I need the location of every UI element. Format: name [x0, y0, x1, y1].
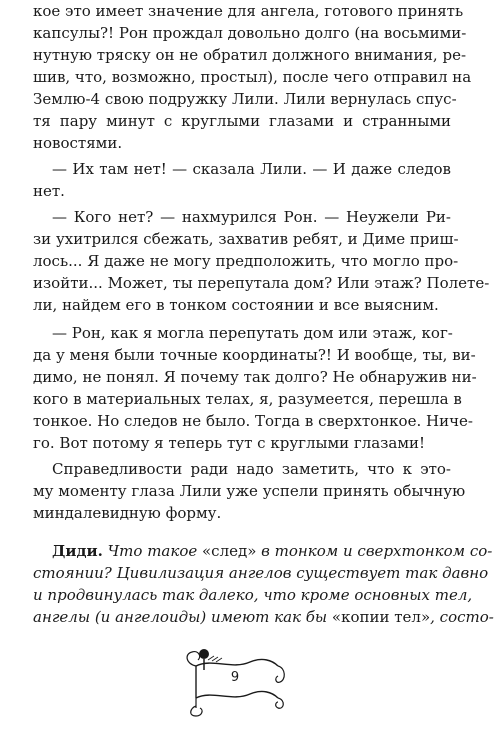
page-number-banner — [182, 646, 288, 718]
dialog-line: — Кого нет? — нахмурился Рон. — Неужели Ри- — [52, 208, 451, 226]
text-line: Землю-4 свою подружку Лили. Лили вернулась спус- — [33, 90, 457, 108]
text-line: шив, что, возможно, простыл), после чего отправил на — [33, 68, 472, 86]
text-line: му моменту глаза Лили уже успели принять обычную — [33, 482, 466, 500]
comment-line: ангелы (и ангелоиды) имеют как бы «копии тел», состо- — [33, 608, 494, 626]
text-line: ли, найдем его в тонком состоянии и все выясним. — [33, 296, 439, 314]
page-number: 9 — [230, 670, 240, 685]
text-line: димо, не понял. Я почему так долго? Не обнаружив ни- — [33, 368, 477, 386]
text-line: нутную тряску он не обратил должного внимания, ре- — [33, 46, 467, 64]
text-line: миндалевидную форму. — [33, 504, 222, 522]
text-line: изойти... Может, ты перепутала дом? Или этаж? Полете- — [33, 274, 490, 292]
text-line: нет. — [33, 182, 65, 200]
paragraph-line: Справедливости ради надо заметить, что к это- — [52, 460, 451, 478]
text-line: тя пару минут с круглыми глазами и странными — [33, 112, 451, 130]
text-line: новостями. — [33, 134, 123, 152]
text-line: го. Вот потому я теперь тут с круглыми глазами! — [33, 434, 426, 452]
dialog-line: — Рон, как я могла перепутать дом или этаж, ког- — [52, 324, 453, 342]
comment-line: Диди. Что такое «след» в тонком и сверхтонком со- — [52, 542, 493, 560]
dialog-line: — Их там нет! — сказала Лили. — И даже следов — [52, 160, 451, 178]
text-line: кого в материальных телах, я, разумеется, перешла в — [33, 390, 462, 408]
text-line: капсулы?! Рон прождал довольно долго (на восьмими- — [33, 24, 467, 42]
text-line: тонкое. Но следов не было. Тогда в сверхтонкое. Ниче- — [33, 412, 473, 430]
comment-line: стоянии? Цивилизация ангелов существует так давно — [33, 564, 489, 582]
text-line: кое это имеет значение для ангела, готового принять — [33, 2, 464, 20]
text-line: зи ухитрился сбежать, захватив ребят, и Диме приш- — [33, 230, 459, 248]
comment-line: и продвинулась так далеко, что кроме основных тел, — [33, 586, 473, 604]
text-line: лось... Я даже не могу предположить, что могло про- — [33, 252, 459, 270]
comment-speaker: Диди. — [52, 542, 103, 560]
text-line: да у меня были точные координаты?! И вообще, ты, ви- — [33, 346, 476, 364]
